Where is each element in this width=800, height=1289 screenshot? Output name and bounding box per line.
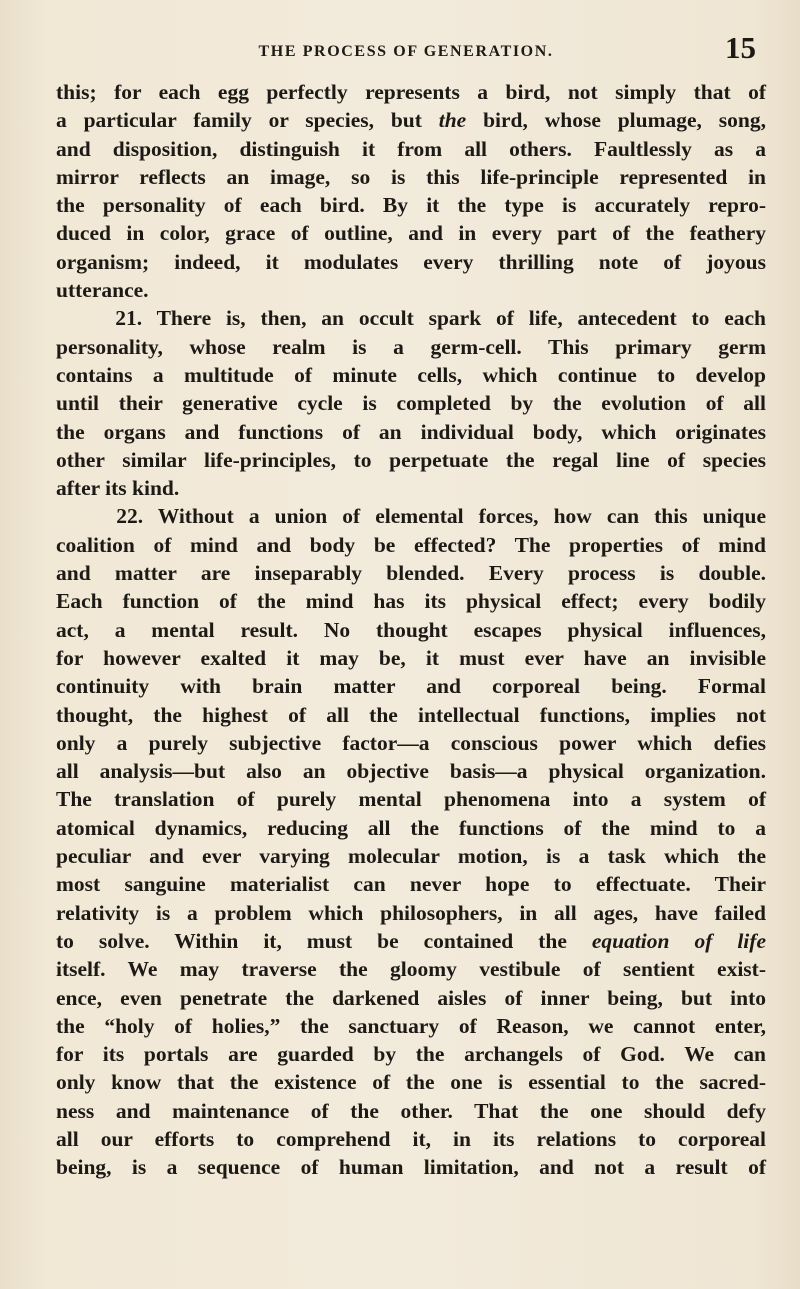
- text-segment: all analysis—but also an objective basis—a physical organization.: [56, 759, 766, 784]
- text-line: [56, 248, 766, 276]
- text-segment: atomical dynamics, reducing all the functions of the mind to a: [56, 815, 766, 840]
- text-line: [56, 1153, 766, 1181]
- text-line: [56, 276, 766, 304]
- text-line: [56, 1040, 766, 1068]
- text-segment: until their generative cycle is completed by the evolution of all: [56, 391, 766, 416]
- text-segment: utterance.: [56, 278, 149, 303]
- text-segment: to solve. Within it, must be contained the: [56, 928, 592, 953]
- text-segment: a particular family or species, but: [56, 108, 439, 133]
- text-line: [56, 1097, 766, 1125]
- text-line: [56, 757, 766, 785]
- text-segment: coalition of mind and body be effected? The properties of mind: [56, 532, 766, 557]
- text-segment: after its kind.: [56, 476, 180, 501]
- text-segment: and disposition, distinguish it from all others. Faultlessly as a: [56, 136, 766, 161]
- text-segment: ness and maintenance of the other. That the one should defy: [56, 1098, 766, 1123]
- text-segment: only a purely subjective factor—a conscious power which defies: [56, 730, 766, 755]
- text-line: [56, 361, 766, 389]
- text-line: [56, 531, 766, 559]
- text-segment: duced in color, grace of outline, and in every part of the feathery: [56, 221, 766, 246]
- text-segment: continuity with brain matter and corporeal being. Formal: [56, 674, 766, 699]
- text-segment: peculiar and ever varying molecular motion, is a task which the: [56, 844, 766, 869]
- text-line: [56, 899, 766, 927]
- text-line: [56, 701, 766, 729]
- text-line: [56, 1125, 766, 1153]
- text-line: [56, 502, 766, 530]
- text-line: [56, 644, 766, 672]
- text-segment: The translation of purely mental phenomena into a system of: [56, 787, 766, 812]
- italic-text: equation of life: [591, 928, 766, 953]
- text-line: [56, 672, 766, 700]
- text-segment: other similar life-principles, to perpetuate the regal line of species: [56, 447, 766, 472]
- text-line: [56, 163, 766, 191]
- text-segment: the organs and functions of an individual body, which originates: [56, 419, 766, 444]
- text-line: [56, 955, 766, 983]
- text-segment: relativity is a problem which philosophers, in all ages, have failed: [56, 900, 766, 925]
- text-segment: for however exalted it may be, it must ever have an invisible: [56, 645, 766, 670]
- text-segment: and matter are inseparably blended. Every process is double.: [56, 561, 766, 586]
- text-line: [56, 870, 766, 898]
- text-segment: act, a mental result. No thought escapes physical influences,: [56, 617, 766, 642]
- text-segment: 21. There is, then, an occult spark of life, antecedent to each: [56, 306, 766, 331]
- text-line: [56, 814, 766, 842]
- text-line: [56, 446, 766, 474]
- text-line: [56, 474, 766, 502]
- text-line: [56, 1068, 766, 1096]
- text-segment: this; for each egg perfectly represents a bird, not simply that of: [56, 80, 766, 104]
- text-segment: only know that the existence of the one is essential to the sacred-: [56, 1070, 766, 1095]
- text-segment: Each function of the mind has its physical effect; every bodily: [56, 589, 766, 614]
- text-line: [56, 1012, 766, 1040]
- text-segment: all our efforts to comprehend it, in its relations to corporeal: [56, 1126, 766, 1151]
- body-text: [56, 78, 766, 1182]
- text-line: [56, 333, 766, 361]
- text-segment: the personality of each bird. By it the type is accurately repro-: [56, 193, 766, 218]
- text-line: [56, 219, 766, 247]
- text-segment: ence, even penetrate the darkened aisles of inner being, but into: [56, 985, 766, 1010]
- text-line: [56, 729, 766, 757]
- text-segment: being, is a sequence of human limitation, and not a result of: [56, 1155, 766, 1180]
- text-segment: for its portals are guarded by the archangels of God. We can: [56, 1042, 766, 1067]
- text-segment: thought, the highest of all the intellectual functions, implies not: [56, 702, 766, 727]
- text-segment: the “holy of holies,” the sanctuary of Reason, we cannot enter,: [56, 1013, 766, 1038]
- text-line: [56, 587, 766, 615]
- text-segment: itself. We may traverse the gloomy vestibule of sentient exist-: [56, 957, 766, 982]
- text-segment: organism; indeed, it modulates every thrilling note of joyous: [56, 249, 766, 274]
- text-segment: bird, whose plumage, song,: [466, 108, 766, 133]
- text-line: [56, 418, 766, 446]
- text-segment: mirror reflects an image, so is this life-principle represented in: [56, 164, 766, 189]
- text-segment: most sanguine materialist can never hope to effectuate. Their: [56, 872, 766, 897]
- italic-text: the: [438, 108, 467, 133]
- text-line: [56, 389, 766, 417]
- running-head: [56, 20, 756, 64]
- text-line: [56, 616, 766, 644]
- text-segment: 22. Without a union of elemental forces, how can this unique: [56, 504, 766, 529]
- running-title: THE PROCESS OF GENERATION.: [258, 43, 554, 60]
- page-number: 15: [725, 30, 756, 65]
- text-line: [56, 927, 766, 955]
- text-line: [56, 842, 766, 870]
- text-line: [56, 785, 766, 813]
- text-line: [56, 78, 766, 106]
- text-line: [56, 191, 766, 219]
- text-segment: personality, whose realm is a germ-cell. This primary germ: [56, 334, 766, 359]
- text-segment: contains a multitude of minute cells, which continue to develop: [56, 362, 766, 387]
- text-line: [56, 984, 766, 1012]
- text-line: [56, 304, 766, 332]
- text-line: [56, 559, 766, 587]
- text-line: [56, 106, 766, 134]
- text-line: [56, 135, 766, 163]
